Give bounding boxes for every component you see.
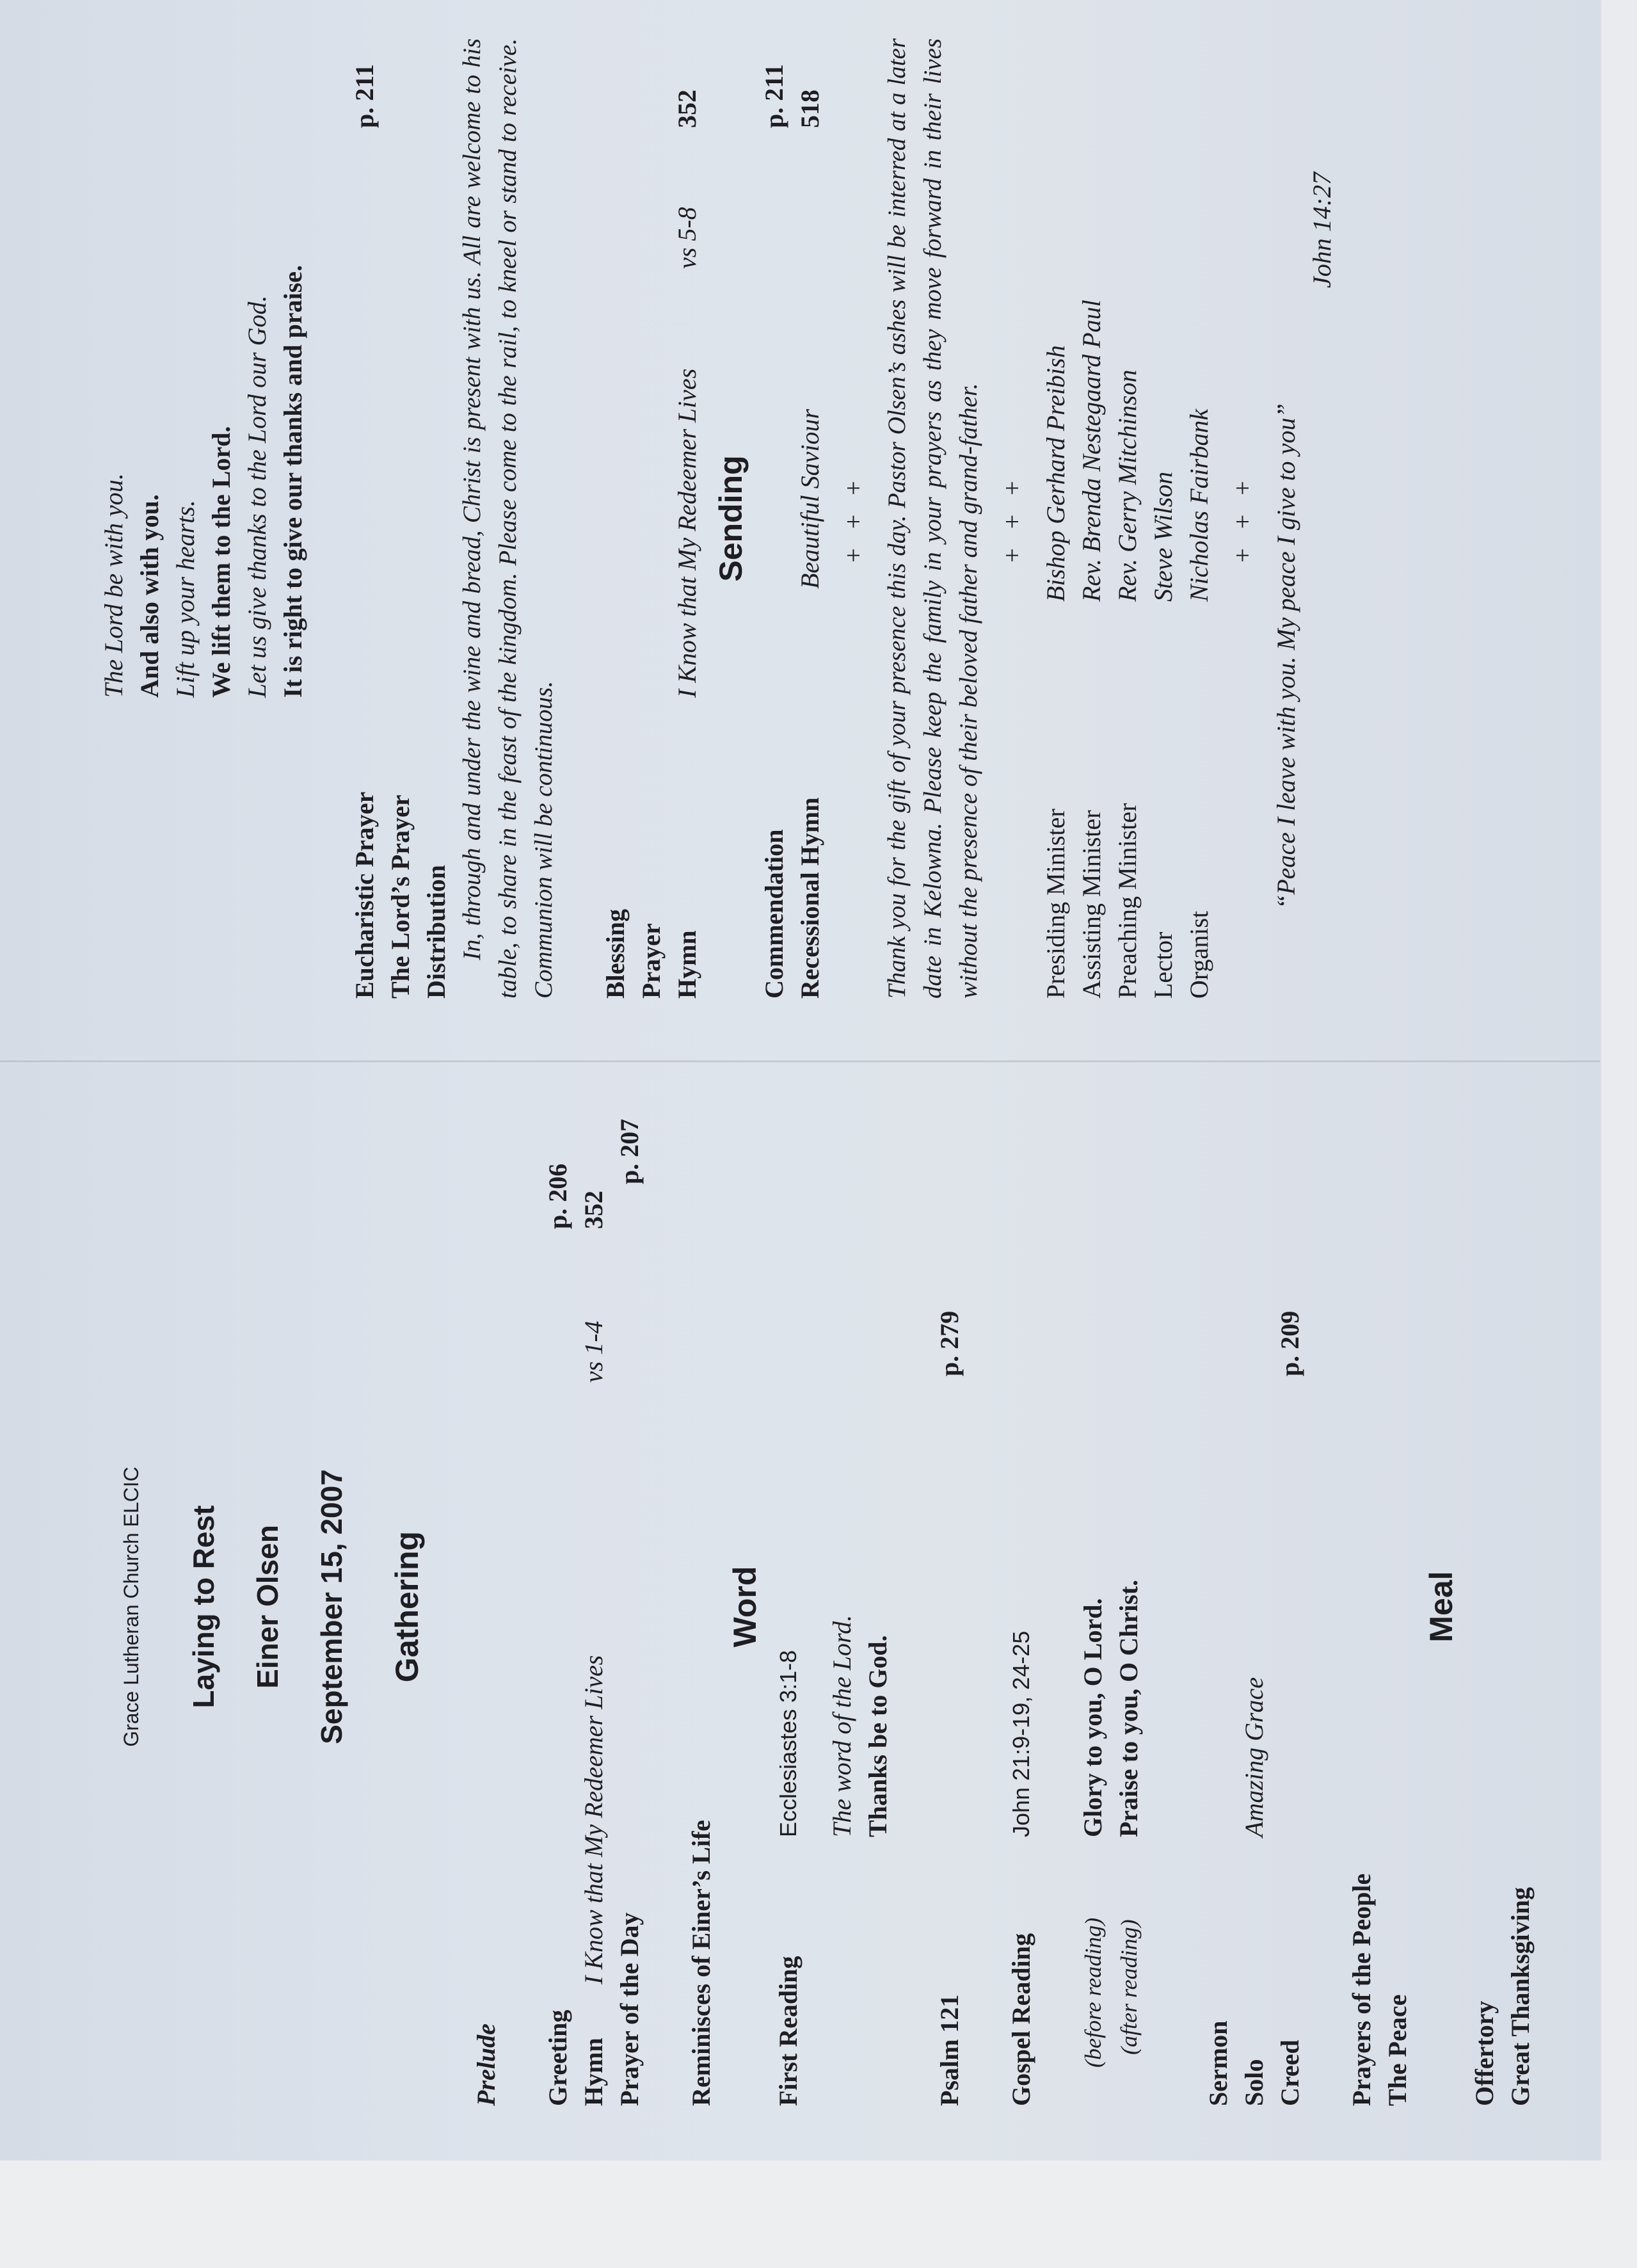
service-date: September 15, 2007	[315, 1469, 348, 1744]
dialogue-4	[204, 38, 239, 999]
distribution-row	[419, 38, 454, 999]
after-reading-row	[1111, 1107, 1147, 2106]
minister-row	[1181, 38, 1217, 999]
recessional-label: Recessional Hymn	[795, 797, 824, 999]
solo-title: Amazing Grace	[1240, 1677, 1268, 1837]
dialogue-line: And also with you.	[135, 494, 164, 698]
after-response: Praise to you, O Christ.	[1114, 1579, 1143, 1837]
minister-name: Bishop Gerhard Preibish	[1041, 345, 1070, 602]
closing-hymn-number: 352	[673, 90, 701, 128]
response-1: The word of the Lord.	[827, 1614, 856, 1837]
closing-hymn-label: Hymn	[673, 930, 701, 999]
minister-role: Organist	[1185, 910, 1213, 999]
section-sending: Sending	[713, 455, 749, 582]
peace-label: The Peace	[1383, 1994, 1412, 2106]
gospel-label: Gospel Reading	[1007, 1933, 1035, 2106]
section-meal: Meal	[1423, 1571, 1459, 1643]
minister-name: Nicholas Fairbank	[1185, 408, 1213, 602]
recessional-row	[792, 38, 828, 999]
dialogue-line: It is right to give our thanks and praise.	[278, 264, 307, 698]
reminisces-row	[683, 1107, 719, 2106]
separator-marks: + + +	[1228, 474, 1257, 563]
distribution-label: Distribution	[422, 865, 451, 999]
reminisces-label: Reminisces of Einer’s Life	[687, 1820, 715, 2106]
first-reading-label: First Reading	[774, 1956, 803, 2106]
after-reading-label: (after reading)	[1116, 1919, 1142, 2055]
closing-citation: John 14:27	[1307, 172, 1336, 288]
minister-name: Steve Wilson	[1149, 471, 1178, 602]
hymn-label: Hymn	[579, 2038, 608, 2106]
page-fold	[0, 1059, 1600, 1063]
minister-name: Rev. Brenda Nestegaard Paul	[1077, 300, 1106, 602]
hymn-number: 352	[579, 1191, 608, 1229]
psalm-page: p. 279	[935, 1310, 964, 1376]
minister-role: Presiding Minister	[1041, 808, 1070, 999]
distribution-text: In, through and under the wine and bread, Christ is present with us. All are welcome to his table, to share in the feast of the kingdom. Please come to the rail, to kneel or stand to receive. Communion will be continuous.	[458, 38, 557, 999]
deceased-name: Einer Olsen	[251, 1525, 284, 1689]
hymn-verses: vs 1-4	[579, 1321, 608, 1383]
sermon-label: Sermon	[1204, 2020, 1233, 2106]
dialogue-1	[96, 38, 132, 999]
minister-row	[1146, 38, 1181, 999]
thanks-text: Thank you for the gift of your presence this day. Pastor Olsen’s ashes will be interred at a later date in Kelowna. Please keep the family in your prayers as they move forward in their lives without the presence of their beloved father and grand-father.	[883, 38, 982, 999]
great-thanksgiving-label: Great Thanksgiving	[1506, 1887, 1535, 2106]
blessing-row	[598, 38, 634, 999]
eucharistic-row	[347, 38, 383, 999]
creed-label: Creed	[1275, 2039, 1304, 2106]
prayer-of-day-row	[612, 1107, 648, 2106]
dialogue-2	[132, 38, 168, 999]
creed-page: p. 209	[1275, 1310, 1304, 1376]
solo-label: Solo	[1240, 2059, 1268, 2106]
separator-marks: + + +	[998, 474, 1026, 563]
first-reading-ref: Ecclesiastes 3:1-8	[775, 1650, 801, 1837]
commendation-page: p. 211	[760, 63, 788, 128]
great-thanksgiving-row	[1503, 1107, 1538, 2106]
minister-row	[1038, 38, 1074, 999]
gospel-ref: John 21:9-19, 24-25	[1008, 1630, 1034, 1837]
sermon-row	[1201, 1107, 1236, 2106]
recessional-title: Beautiful Saviour	[795, 408, 824, 589]
creed-row	[1272, 1107, 1308, 2106]
program-right-page	[96, 38, 1340, 999]
dialogue-3	[168, 38, 204, 999]
gospel-row	[1003, 1107, 1039, 2106]
before-response: Glory to you, O Lord.	[1078, 1598, 1107, 1837]
eucharistic-label: Eucharistic Prayer	[350, 791, 379, 999]
greeting-page: p. 206	[543, 1163, 572, 1229]
scanner-margin	[0, 2160, 1637, 2268]
minister-name: Rev. Gerry Mitchinson	[1113, 369, 1142, 602]
minister-row	[1110, 38, 1146, 999]
before-reading-label: (before reading)	[1080, 1917, 1106, 2068]
dialogue-line: Lift up your hearts.	[171, 500, 200, 698]
closing-quote: “Peace I leave with you. My peace I give to you”	[1272, 403, 1300, 909]
closing-quote-row	[1268, 38, 1304, 999]
hymn-title: I Know that My Redeemer Lives	[579, 1655, 608, 1984]
greeting-label: Greeting	[543, 2009, 572, 2106]
prayers-label: Prayers of the People	[1347, 1873, 1376, 2106]
lords-prayer-row	[383, 38, 419, 999]
prayer-page: p. 207	[615, 1118, 644, 1184]
separator-marks: + + +	[839, 474, 868, 563]
minister-role: Preaching Minister	[1113, 803, 1142, 999]
section-word: Word	[727, 1566, 763, 1648]
response-2-row	[860, 1107, 896, 2106]
closing-hymn-title: I Know that My Redeemer Lives	[673, 368, 701, 698]
closing-citation-row	[1304, 38, 1340, 999]
response-2: Thanks be to God.	[863, 1635, 892, 1837]
before-reading-row	[1075, 1107, 1111, 2106]
minister-role: Assisting Minister	[1077, 810, 1106, 999]
dialogue-line: The Lord be with you.	[99, 473, 128, 698]
prayer-of-day-label: Prayer of the Day	[615, 1912, 644, 2106]
prayers-row	[1344, 1107, 1380, 2106]
greeting-row	[540, 1107, 576, 2106]
offertory-row	[1467, 1107, 1503, 2106]
prelude-row	[468, 1107, 504, 2106]
program-left-page	[109, 1107, 1538, 2106]
response-1-row	[824, 1107, 860, 2106]
recessional-number: 518	[795, 90, 824, 128]
commendation-label: Commendation	[760, 829, 788, 999]
minister-row	[1074, 38, 1110, 999]
dialogue-5	[239, 38, 275, 999]
dialogue-line: We lift them to the Lord.	[207, 426, 236, 698]
psalm-row	[932, 1107, 968, 2106]
closing-hymn-row	[669, 38, 705, 999]
section-gathering: Gathering	[389, 1531, 425, 1683]
peace-row	[1380, 1107, 1416, 2106]
dialogue-6	[275, 38, 311, 999]
commendation-row	[756, 38, 792, 999]
eucharistic-page: p. 211	[350, 63, 379, 128]
prayer-label: Prayer	[637, 923, 666, 999]
hymn-row	[576, 1107, 612, 2106]
psalm-label: Psalm 121	[935, 1994, 964, 2106]
closing-hymn-verses: vs 5-8	[673, 207, 701, 269]
solo-row	[1236, 1107, 1272, 2106]
lords-prayer-label: The Lord’s Prayer	[386, 794, 415, 999]
prayer-row	[634, 38, 669, 999]
minister-role: Lector	[1149, 931, 1178, 999]
dialogue-line: Let us give thanks to the Lord our God.	[243, 295, 271, 698]
service-title: Laying to Rest	[187, 1505, 220, 1709]
prelude-label: Prelude	[472, 2023, 500, 2106]
blessing-label: Blessing	[601, 908, 630, 999]
church-name: Grace Lutheran Church ELCIC	[120, 1467, 143, 1747]
first-reading-row	[771, 1107, 806, 2106]
offertory-label: Offertory	[1470, 2000, 1499, 2106]
